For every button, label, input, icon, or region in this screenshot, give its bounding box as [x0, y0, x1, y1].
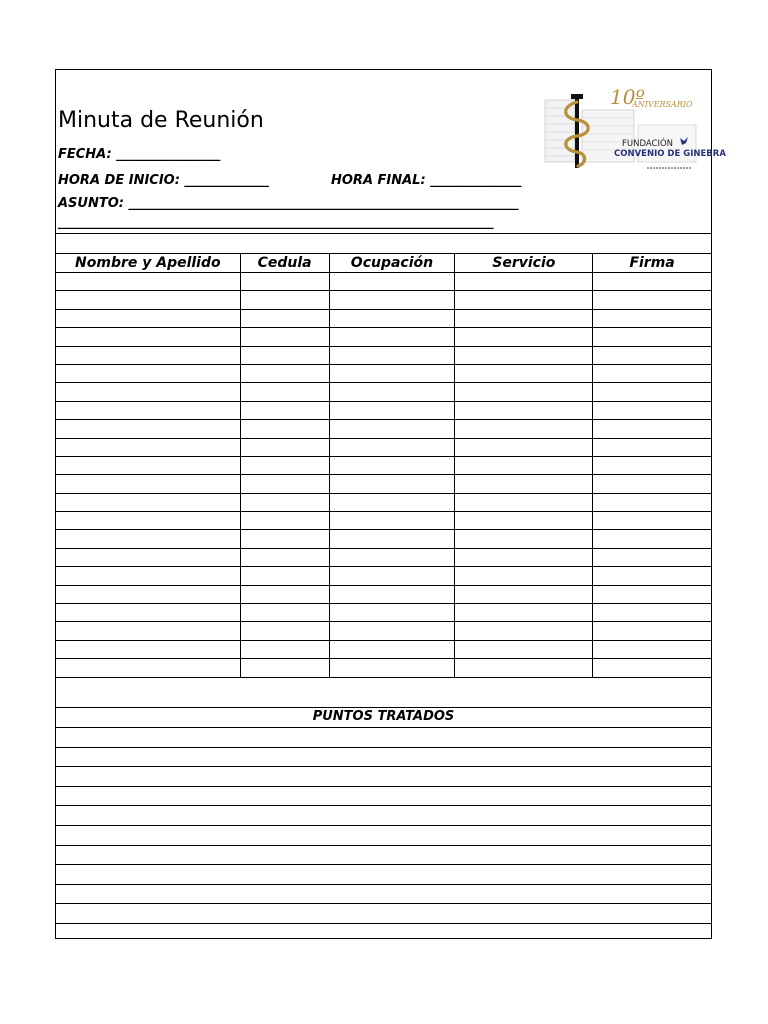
table-cell[interactable] [240, 364, 329, 382]
table-cell[interactable] [593, 659, 712, 677]
table-cell[interactable] [329, 548, 455, 566]
table-cell[interactable] [455, 456, 593, 474]
table-cell[interactable] [240, 567, 329, 585]
table-row [56, 567, 712, 585]
table-cell[interactable] [455, 291, 593, 309]
table-row [56, 364, 712, 382]
puntos-line[interactable] [56, 786, 711, 787]
table-row [56, 622, 712, 640]
table-cell[interactable] [56, 475, 241, 493]
table-row [56, 512, 712, 530]
table-cell[interactable] [455, 346, 593, 364]
table-row [56, 604, 712, 622]
table-cell[interactable] [329, 567, 455, 585]
table-row [56, 401, 712, 419]
table-cell[interactable] [455, 420, 593, 438]
puntos-line[interactable] [56, 903, 711, 904]
table-cell[interactable] [329, 273, 455, 291]
table-cell[interactable] [56, 346, 241, 364]
table-cell[interactable] [240, 622, 329, 640]
table-cell[interactable] [329, 456, 455, 474]
table-cell[interactable] [329, 640, 455, 658]
table-cell[interactable] [593, 585, 712, 603]
table-cell[interactable] [455, 585, 593, 603]
table-cell[interactable] [593, 475, 712, 493]
table-cell[interactable] [329, 438, 455, 456]
table-cell[interactable] [240, 548, 329, 566]
fundacion-logo [542, 80, 726, 180]
hora-final-field[interactable]: HORA FINAL: ______________ [331, 173, 522, 188]
table-cell[interactable] [240, 530, 329, 548]
table-row [56, 548, 712, 566]
table-header-row [56, 254, 712, 273]
table-row [56, 438, 712, 456]
column-header-servicio: Servicio [455, 254, 593, 273]
table-cell[interactable] [56, 604, 241, 622]
table-cell[interactable] [455, 309, 593, 327]
table-cell[interactable] [56, 622, 241, 640]
table-cell[interactable] [56, 438, 241, 456]
table-cell[interactable] [56, 420, 241, 438]
table-cell[interactable] [329, 401, 455, 419]
table-cell[interactable] [56, 291, 241, 309]
table-cell[interactable] [455, 530, 593, 548]
table-cell[interactable] [455, 364, 593, 382]
table-cell[interactable] [329, 364, 455, 382]
table-cell[interactable] [593, 273, 712, 291]
table-cell[interactable] [56, 273, 241, 291]
table-cell[interactable] [56, 530, 241, 548]
table-cell[interactable] [240, 383, 329, 401]
table-cell[interactable] [329, 420, 455, 438]
page-title: Minuta de Reunión [58, 108, 264, 133]
table-cell[interactable] [329, 346, 455, 364]
table-cell[interactable] [329, 475, 455, 493]
table-cell[interactable] [240, 420, 329, 438]
puntos-line[interactable] [56, 747, 711, 748]
puntos-line[interactable] [56, 805, 711, 806]
table-cell[interactable] [56, 456, 241, 474]
table-cell[interactable] [455, 401, 593, 419]
table-cell[interactable] [240, 604, 329, 622]
table-cell[interactable] [593, 328, 712, 346]
table-cell[interactable] [455, 493, 593, 511]
puntos-line[interactable] [56, 766, 711, 767]
puntos-line[interactable] [56, 845, 711, 846]
table-cell[interactable] [329, 585, 455, 603]
table-cell[interactable] [593, 548, 712, 566]
table-cell[interactable] [455, 640, 593, 658]
logo-line1: FUNDACIÓN [622, 139, 674, 149]
table-cell[interactable] [240, 585, 329, 603]
table-row [56, 383, 712, 401]
table-cell[interactable] [593, 604, 712, 622]
table-cell[interactable] [329, 493, 455, 511]
table-row [56, 640, 712, 658]
puntos-line[interactable] [56, 923, 711, 924]
table-cell[interactable] [329, 622, 455, 640]
table-cell[interactable] [593, 438, 712, 456]
table-cell[interactable] [56, 383, 241, 401]
table-row [56, 659, 712, 677]
table-cell[interactable] [455, 604, 593, 622]
table-cell[interactable] [593, 640, 712, 658]
table-cell[interactable] [240, 346, 329, 364]
table-cell[interactable] [56, 548, 241, 566]
table-cell[interactable] [455, 475, 593, 493]
table-row [56, 456, 712, 474]
table-cell[interactable] [593, 309, 712, 327]
table-cell[interactable] [240, 328, 329, 346]
table-cell[interactable] [240, 309, 329, 327]
table-cell[interactable] [329, 309, 455, 327]
puntos-line[interactable] [56, 825, 711, 826]
anniversary-number: 10º [610, 85, 645, 109]
table-cell[interactable] [56, 364, 241, 382]
table-cell[interactable] [329, 328, 455, 346]
table-cell[interactable] [455, 659, 593, 677]
table-row [56, 420, 712, 438]
table-cell[interactable] [329, 604, 455, 622]
table-cell[interactable] [329, 291, 455, 309]
asunto-continuation-line[interactable]: ___________________________________________________________________ [58, 215, 494, 230]
table-cell[interactable] [56, 659, 241, 677]
column-header-firma: Firma [593, 254, 712, 273]
fecha-field[interactable]: FECHA: ________________ [58, 147, 221, 162]
table-row [56, 346, 712, 364]
table-cell[interactable] [240, 493, 329, 511]
table-cell[interactable] [240, 401, 329, 419]
table-cell[interactable] [240, 659, 329, 677]
table-cell[interactable] [455, 328, 593, 346]
table-cell[interactable] [455, 383, 593, 401]
table-row [56, 475, 712, 493]
logo-line2: CONVENIO DE GINEBRA [614, 149, 726, 159]
table-row [56, 530, 712, 548]
table-cell[interactable] [593, 493, 712, 511]
table-cell[interactable] [240, 273, 329, 291]
table-row [56, 273, 712, 291]
table-cell[interactable] [455, 548, 593, 566]
puntos-line[interactable] [56, 727, 711, 728]
table-cell[interactable] [593, 420, 712, 438]
table-cell[interactable] [240, 291, 329, 309]
table-cell[interactable] [329, 512, 455, 530]
anniversary-text: ANIVERSARIO [632, 100, 693, 109]
table-cell[interactable] [56, 493, 241, 511]
table-row [56, 493, 712, 511]
table-cell[interactable] [593, 383, 712, 401]
table-cell[interactable] [593, 291, 712, 309]
attendance-table [55, 253, 712, 678]
table-cell[interactable] [56, 328, 241, 346]
table-cell[interactable] [455, 273, 593, 291]
table-cell[interactable] [593, 401, 712, 419]
puntos-line[interactable] [56, 864, 711, 865]
table-cell[interactable] [240, 640, 329, 658]
table-cell[interactable] [593, 512, 712, 530]
table-cell[interactable] [593, 456, 712, 474]
table-cell[interactable] [455, 438, 593, 456]
table-cell[interactable] [240, 456, 329, 474]
table-cell[interactable] [56, 401, 241, 419]
table-cell[interactable] [56, 512, 241, 530]
table-cell[interactable] [56, 567, 241, 585]
puntos-tratados-heading: PUNTOS TRATADOS [312, 709, 455, 724]
puntos-line[interactable] [56, 884, 711, 885]
table-cell[interactable] [593, 364, 712, 382]
table-cell[interactable] [240, 475, 329, 493]
table-cell[interactable] [240, 512, 329, 530]
table-row [56, 585, 712, 603]
column-header-ocupacion: Ocupación [329, 254, 455, 273]
table-cell[interactable] [56, 585, 241, 603]
table-cell[interactable] [329, 659, 455, 677]
header-divider [56, 233, 711, 234]
column-header-cedula: Cedula [240, 254, 329, 273]
table-row [56, 291, 712, 309]
table-cell[interactable] [240, 438, 329, 456]
table-cell[interactable] [56, 640, 241, 658]
asunto-field[interactable]: ASUNTO: ____________________________________________________________ [58, 196, 519, 211]
meeting-minutes-form [55, 69, 726, 939]
table-cell[interactable] [593, 346, 712, 364]
table-cell[interactable] [329, 530, 455, 548]
table-cell[interactable] [455, 567, 593, 585]
table-cell[interactable] [593, 530, 712, 548]
table-cell[interactable] [455, 622, 593, 640]
table-row [56, 328, 712, 346]
table-row [56, 309, 712, 327]
hora-inicio-field[interactable]: HORA DE INICIO: _____________ [58, 173, 269, 188]
table-cell[interactable] [593, 567, 712, 585]
table-cell[interactable] [593, 622, 712, 640]
column-header-nombre: Nombre y Apellido [56, 254, 241, 273]
table-cell[interactable] [329, 383, 455, 401]
table-cell[interactable] [56, 309, 241, 327]
table-cell[interactable] [455, 512, 593, 530]
